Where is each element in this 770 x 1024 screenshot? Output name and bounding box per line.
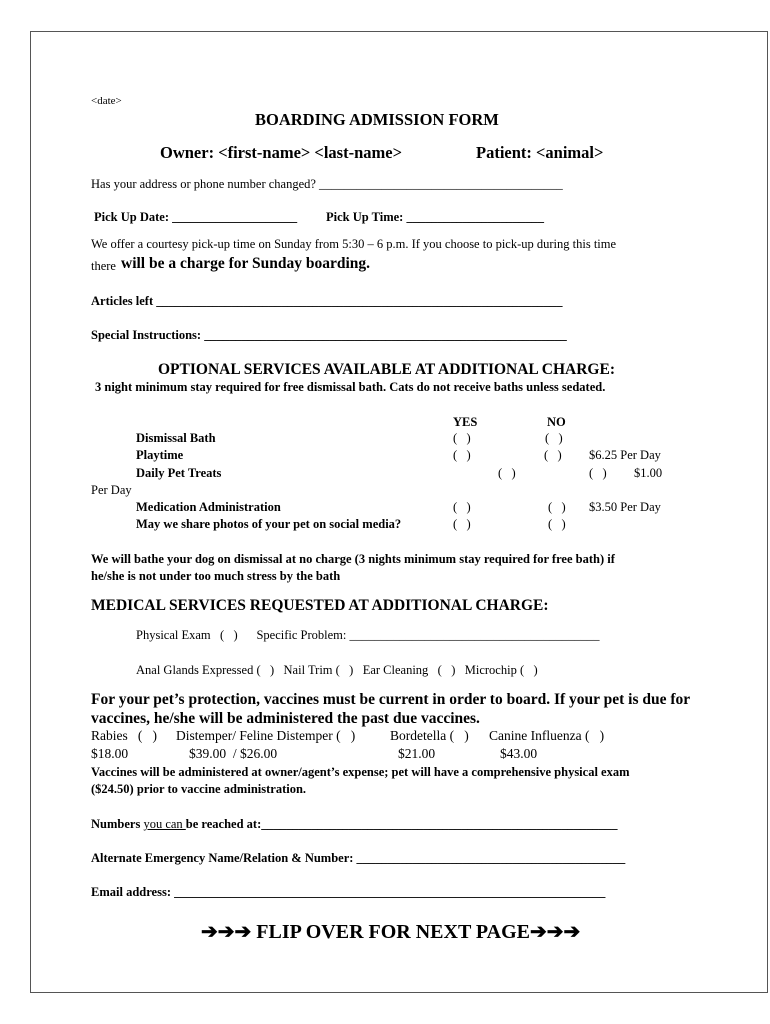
bathe-note-line2: he/she is not under too much stress by the bath xyxy=(91,569,341,583)
medical-services-line2[interactable]: Anal Glands Expressed ( ) Nail Trim ( ) Ear Cleaning ( ) Microchip ( ) xyxy=(136,663,538,677)
service-dismissal-bath: Dismissal Bath xyxy=(136,431,216,445)
dismissal-bath-no-box[interactable]: ( ) xyxy=(545,431,563,445)
contact-numbers-field[interactable] xyxy=(91,818,618,831)
treats-no-box[interactable]: ( ) xyxy=(589,466,607,480)
vaccine-distemper[interactable]: Distemper/ Feline Distemper ( ) xyxy=(176,728,356,743)
contact-numbers-underlined: you can xyxy=(143,817,186,831)
medical-services-heading: MEDICAL SERVICES REQUESTED AT ADDITIONAL CHARGE: xyxy=(91,597,549,614)
photos-yes-box[interactable]: ( ) xyxy=(453,517,471,531)
flip-over-notice: ➔➔➔ FLIP OVER FOR NEXT PAGE➔➔➔ xyxy=(201,921,581,943)
rabies-price: $18.00 xyxy=(91,746,129,761)
dismissal-bath-yes-box[interactable]: ( ) xyxy=(453,431,471,445)
influenza-price: $43.00 xyxy=(500,746,538,761)
optional-services-note: 3 night minimum stay required for free dismissal bath. Cats do not receive baths unless sedated. xyxy=(95,380,606,394)
contact-numbers-suffix: be reached at:_________________________________________________________ xyxy=(185,817,618,831)
service-daily-pet-treats: Daily Pet Treats xyxy=(136,466,222,480)
alternate-emergency-field[interactable]: Alternate Emergency Name/Relation & Number: ___________________________________________ xyxy=(91,851,626,865)
treats-price-per-day: Per Day xyxy=(91,483,132,497)
medication-yes-box[interactable]: ( ) xyxy=(453,500,471,514)
service-medication: Medication Administration xyxy=(136,500,281,514)
no-column-header: NO xyxy=(547,415,566,429)
medication-no-box[interactable]: ( ) xyxy=(548,500,566,514)
playtime-no-box[interactable]: ( ) xyxy=(544,448,562,462)
photos-no-box[interactable]: ( ) xyxy=(548,517,566,531)
bordetella-price: $21.00 xyxy=(398,746,436,761)
treats-price: $1.00 xyxy=(634,466,663,480)
date-placeholder: <date> xyxy=(91,95,122,107)
courtesy-text-there: there xyxy=(91,259,116,273)
vaccine-warning-line2: vaccines, he/she will be administered the past due vaccines. xyxy=(91,710,480,727)
email-address-field[interactable]: Email address: _____________________________________________________________________ xyxy=(91,885,606,899)
service-playtime: Playtime xyxy=(136,448,184,462)
sunday-charge-text: will be a charge for Sunday boarding. xyxy=(121,255,371,272)
articles-left-field[interactable]: Articles left _________________________________________________________________ xyxy=(91,294,563,308)
vaccine-expense-line1: Vaccines will be administered at owner/agent’s expense; pet will have a comprehensive physical exam xyxy=(91,765,630,779)
bathe-note-line1: We will bathe your dog on dismissal at no charge (3 nights minimum stay required for free bath) if xyxy=(91,552,615,566)
vaccine-bordetella[interactable]: Bordetella ( ) xyxy=(390,728,469,743)
pickup-time-field[interactable]: Pick Up Time: ______________________ xyxy=(326,210,544,224)
service-share-photos: May we share photos of your pet on social media? xyxy=(136,517,402,531)
pickup-date-field[interactable]: Pick Up Date: ____________________ xyxy=(94,210,298,224)
contact-numbers-prefix: Numbers xyxy=(91,817,144,831)
courtesy-text-line1: We offer a courtesy pick-up time on Sunday from 5:30 – 6 p.m. If you choose to pick-up during this time xyxy=(91,237,617,251)
optional-services-heading: OPTIONAL SERVICES AVAILABLE AT ADDITIONAL CHARGE: xyxy=(158,361,615,378)
vaccine-rabies[interactable]: Rabies ( ) xyxy=(91,728,157,743)
distemper-price: $39.00 / $26.00 xyxy=(189,746,278,761)
owner-line: Owner: <first-name> <last-name> xyxy=(160,143,402,162)
form-title: BOARDING ADMISSION FORM xyxy=(255,110,499,129)
treats-yes-box[interactable]: ( ) xyxy=(498,466,516,480)
yes-column-header: YES xyxy=(453,415,478,429)
address-changed-field[interactable]: Has your address or phone number changed? _______________________________________ xyxy=(91,177,563,191)
playtime-price: $6.25 Per Day xyxy=(589,448,661,462)
vaccine-warning-line1: For your pet’s protection, vaccines must be current in order to board. If your pet is due for xyxy=(91,691,691,708)
medication-price: $3.50 Per Day xyxy=(589,500,661,514)
patient-line: Patient: <animal> xyxy=(476,143,604,162)
vaccine-canine-influenza[interactable]: Canine Influenza ( ) xyxy=(489,728,605,743)
playtime-yes-box[interactable]: ( ) xyxy=(453,448,471,462)
vaccine-expense-line2: ($24.50) prior to vaccine administration. xyxy=(91,782,307,796)
medical-services-line1[interactable]: Physical Exam ( ) Specific Problem: ________________________________________ xyxy=(136,628,600,642)
special-instructions-field[interactable]: Special Instructions: __________________________________________________________ xyxy=(91,328,567,342)
